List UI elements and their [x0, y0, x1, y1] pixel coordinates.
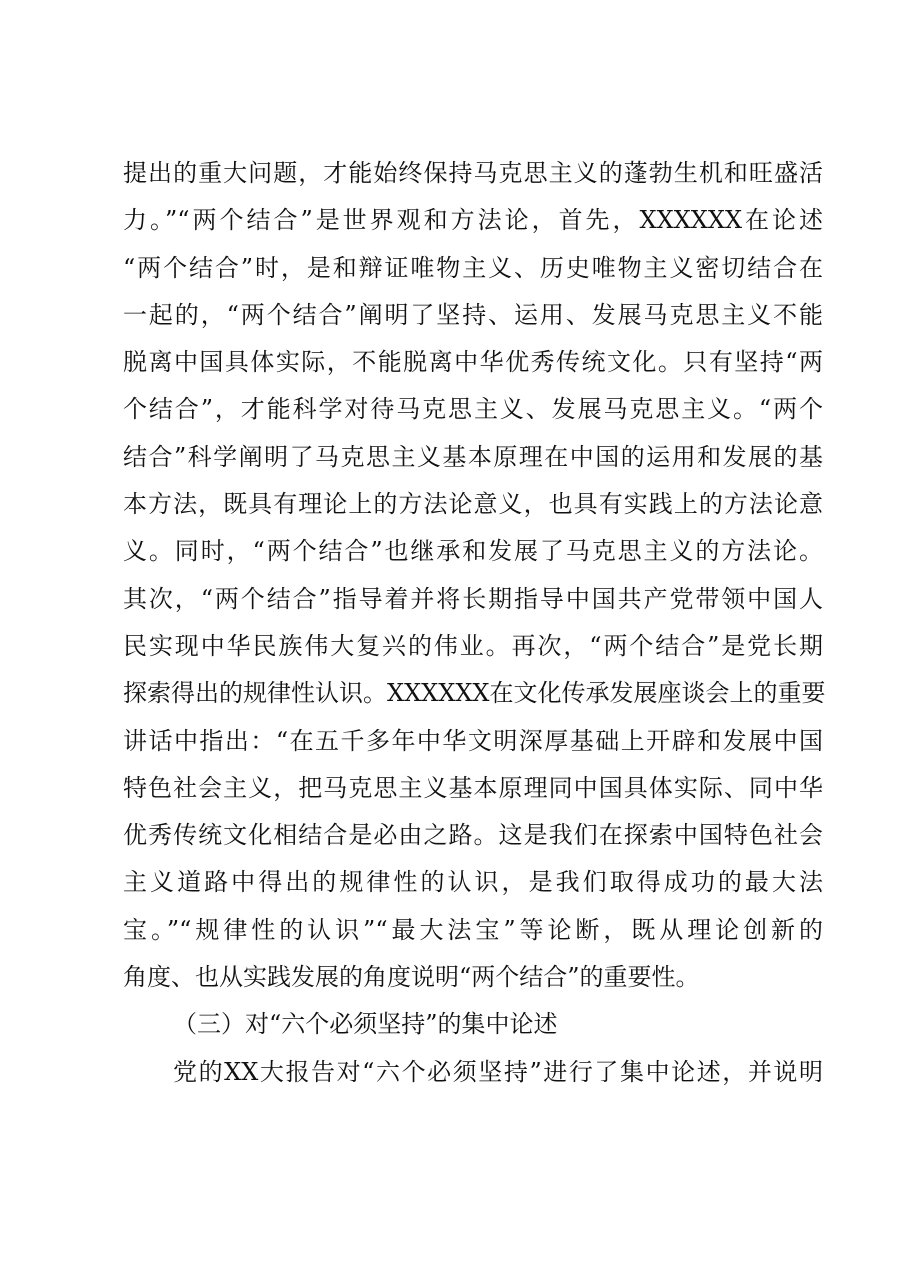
text-line: 本方法，既具有理论上的方法论意义，也具有实践上的方法论意 [123, 490, 823, 519]
body-text [123, 150, 826, 1096]
text-line: 宝。”“规律性的认识”“最大法宝”等论断，既从理论创新的 [123, 915, 823, 944]
paragraph-start-line: 党的XX大报告对“六个必须坚持”进行了集中论述，并说明 [173, 1057, 823, 1086]
text-line: 一起的，“两个结合”阐明了坚持、运用、发展马克思主义不能 [123, 300, 823, 329]
text-line: 讲话中指出：“在五千多年中华文明深厚基础上开辟和发展中国 [123, 726, 823, 755]
section-heading: （三）对“六个必须坚持”的集中论述 [173, 1010, 558, 1039]
text-line: 结合”科学阐明了马克思主义基本原理在中国的运用和发展的基 [123, 442, 823, 471]
text-line: “两个结合”时，是和辩证唯物主义、历史唯物主义密切结合在 [123, 253, 823, 282]
text-line: 其次，“两个结合”指导着并将长期指导中国共产党带领中国人 [123, 584, 823, 613]
text-line: 脱离中国具体实际，不能脱离中华优秀传统文化。只有坚持“两 [123, 348, 823, 377]
text-line: 探索得出的规律性认识。XXXXXX在文化传承发展座谈会上的重要 [123, 679, 826, 708]
text-line: 特色社会主义，把马克思主义基本原理同中国具体实际、同中华 [123, 773, 823, 802]
text-line: 提出的重大问题，才能始终保持马克思主义的蓬勃生机和旺盛活 [123, 159, 823, 187]
text-line: 民实现中华民族伟大复兴的伟业。再次，“两个结合”是党长期 [123, 631, 823, 660]
text-line: 义。同时，“两个结合”也继承和发展了马克思主义的方法论。 [123, 537, 823, 566]
text-line: 优秀传统文化相结合是必由之路。这是我们在探索中国特色社会 [123, 821, 823, 850]
text-line: 角度、也从实践发展的角度说明“两个结合”的重要性。 [123, 963, 700, 992]
text-line: 主义道路中得出的规律性的认识，是我们取得成功的最大法 [123, 868, 823, 897]
text-line: 力。”“两个结合”是世界观和方法论，首先，XXXXXX在论述 [123, 206, 823, 235]
text-line: 个结合”，才能科学对待马克思主义、发展马克思主义。“两个 [123, 395, 823, 424]
